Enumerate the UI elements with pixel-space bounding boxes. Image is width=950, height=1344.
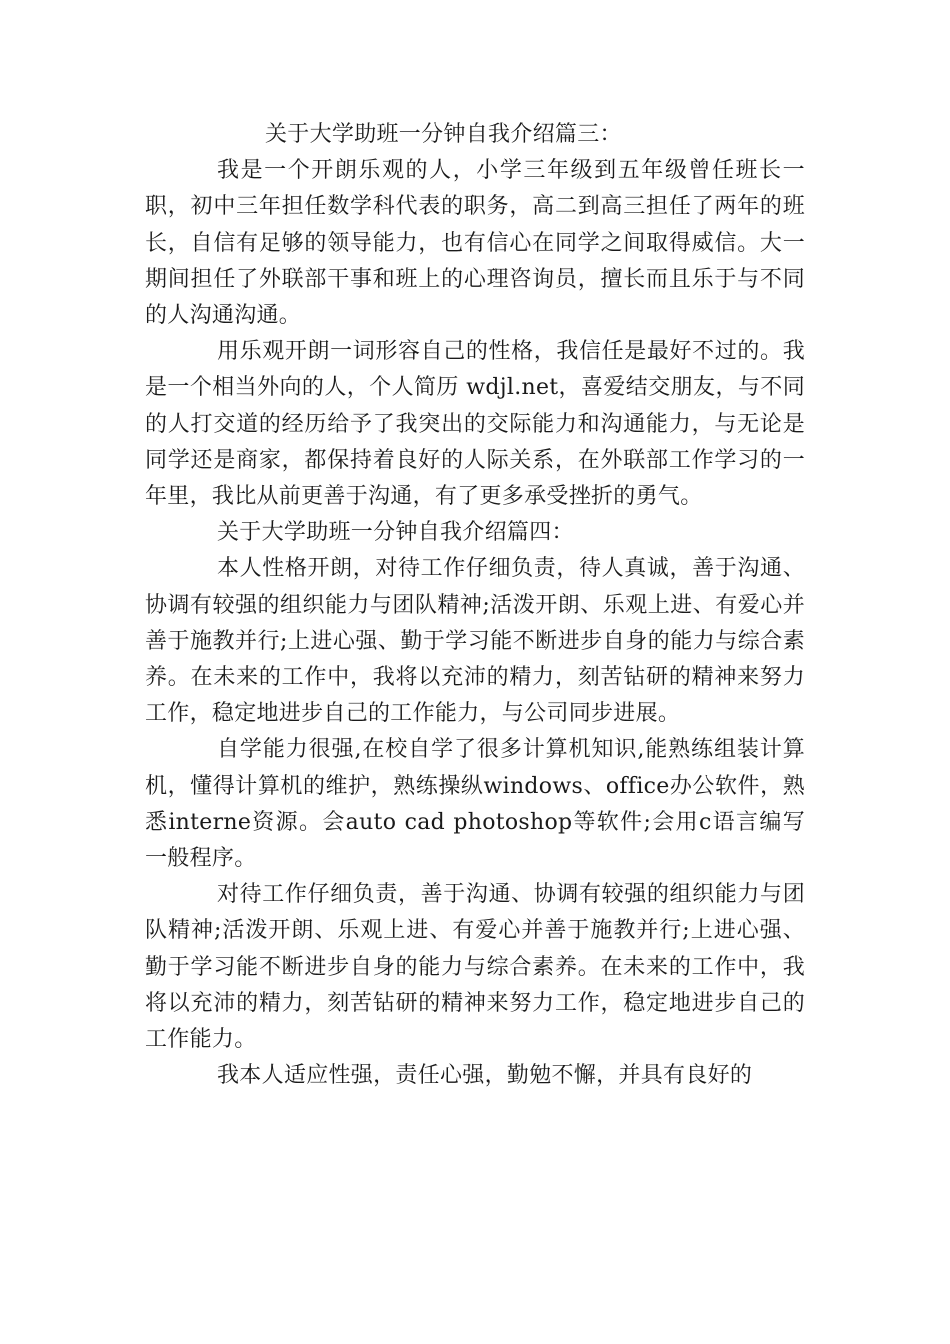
section-heading-4: 关于大学助班一分钟自我介绍篇四：	[217, 520, 574, 546]
paragraph-4-1: 本人性格开朗，对待工作仔细负责，待人真诚，善于沟通、协调有较强的组织能力与团队精神;活泼开朗、乐观上进、有爱心并善于施教并行;上进心强、勤于学习能不断进步自身的能力与综合素养。在未来的工作中，我将以充沛的精力，刻苦钻研的精神来努力工作，稳定地进步自己的工作能力，与公司同步进展。	[145, 556, 805, 727]
paragraph-4-3: 对待工作仔细负责，善于沟通、协调有较强的组织能力与团队精神;活泼开朗、乐观上进、有爱心并善于施教并行;上进心强、勤于学习能不断进步自身的能力与综合素养。在未来的工作中，我将以充沛的精力，刻苦钻研的精神来努力工作，稳定地进步自己的工作能力。	[145, 882, 805, 1053]
paragraph-4-4: 我本人适应性强，责任心强，勤勉不懈，并具有良好的	[217, 1063, 753, 1089]
document-body	[145, 117, 805, 1094]
paragraph-3-2: 用乐观开朗一词形容自己的性格，我信任是最好不过的。我是一个相当外向的人，个人简历 wdjl.net，喜爱结交朋友，与不同的人打交道的经历给予了我突出的交际能力和沟通能力，与无论是同学还是商家，都保持着良好的人际关系，在外联部工作学习的一年里，我比从前更善于沟通，有了更多承受挫折的勇气。	[145, 339, 805, 510]
section-heading-3: 关于大学助班一分钟自我介绍篇三：	[265, 122, 622, 147]
paragraph-4-2: 自学能力很强,在校自学了很多计算机知识,能熟练组装计算机，懂得计算机的维护，熟练操纵windows、office办公软件，熟悉interne资源。会auto cad photoshop等软件;会用c语言编写一般程序。	[145, 737, 805, 872]
paragraph-3-1: 我是一个开朗乐观的人，小学三年级到五年级曾任班长一职，初中三年担任数学科代表的职务，高二到高三担任了两年的班长，自信有足够的领导能力，也有信心在同学之间取得威信。大一期间担任了外联部干事和班上的心理咨询员，擅长而且乐于与不同的人沟通沟通。	[145, 158, 805, 329]
